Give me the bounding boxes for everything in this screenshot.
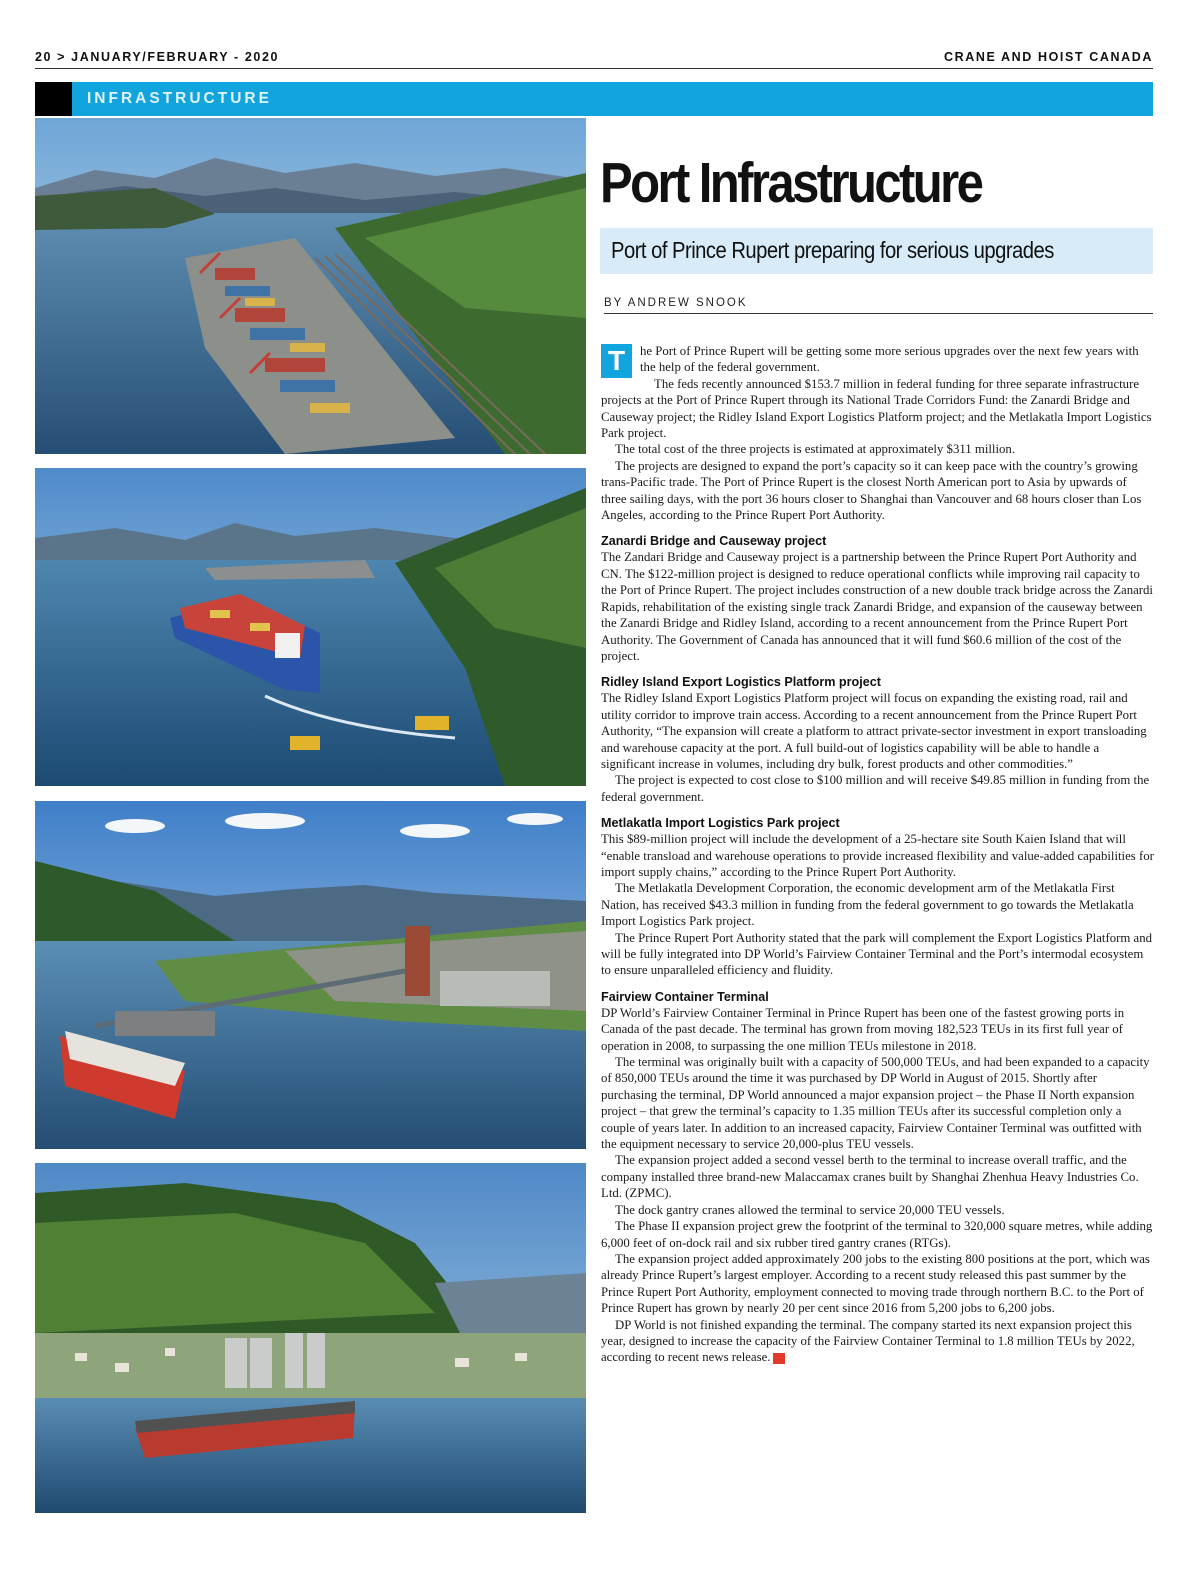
article-paragraph: The Phase II expansion project grew the footprint of the terminal to 320,000 square metres, while adding 6,000 feet of on-dock rail and six rubber tired gantry cranes (RTGs).: [601, 1219, 1153, 1250]
section-bar: [35, 82, 1153, 116]
section-heading-zanardi: Zanardi Bridge and Causeway project: [601, 534, 827, 549]
container-port-aerial-photo: [35, 118, 586, 454]
subtitle-box: [600, 228, 1153, 274]
article-paragraph: The projects are designed to expand the port’s capacity so it can keep pace with the country’s growing trans-Pacific trade. The Port of Prince Rupert is the closest North American port to Asia by upwards of three sailing days, with the port 36 hours closer to Shanghai than Vancouver and 68 hours closer than Los Angeles, according to the Prince Rupert Port Authority.: [601, 458, 1142, 523]
section-bar-block: [35, 82, 72, 116]
container-ship-with-tugboats-photo: [35, 468, 586, 786]
article-paragraph: The project is expected to cost close to $100 million and will receive $49.85 million in funding from the federal government.: [601, 773, 1150, 804]
drop-cap: T: [601, 344, 632, 378]
article-paragraph: The expansion project added a second vessel berth to the terminal to increase overall traffic, and the company installed three brand-new Malaccamax cranes built by Shanghai Zhenhua Heavy Industries Co. Ltd. (ZPMC).: [601, 1153, 1139, 1201]
article-paragraph: The Ridley Island Export Logistics Platform project will focus on expanding the existing road, rail and utility corridor to improve train access. According to a recent announcement from the Prince Rupert Port Authority, “The expansion will create a platform to attract private-sector investment in export transloading and warehouse capacity at the port. A full build-out of logistics capability will be able to handle a significant increase in volumes, including dry bulk, forest products and other commodities.”: [601, 691, 1147, 771]
article-paragraph: The Prince Rupert Port Authority stated that the park will complement the Export Logistics Platform and will be fully integrated into DP World’s Fairview Container Terminal and the Port’s intermodal ecosystem to ensure unparalleled efficiency and fluidity.: [601, 930, 1153, 978]
closing-text: DP World is not finished expanding the terminal. The company started its next expansion project this year, designed to increase the capacity of the Fairview Container Terminal to 1.8 million TEUs by 2022, according to recent news release.: [601, 1317, 1135, 1365]
article-byline: BY ANDREW SNOOK: [604, 297, 1153, 314]
article-body: [601, 343, 1154, 1366]
article-paragraph: This $89-million project will include the development of a 25-hectare site South Kaien Island that will “enable transload and warehouse operations to provide increased flexibility and value-added capabilities for import supply chains,” according to the Prince Rupert Port Authority.: [601, 832, 1154, 879]
article-closing-paragraph: [601, 1317, 1154, 1366]
article-lead: [601, 343, 1154, 376]
article-subtitle: Port of Prince Rupert preparing for serious upgrades: [611, 237, 1054, 263]
article-title: Port Infrastructure: [600, 151, 982, 215]
section-label: INFRASTRUCTURE: [87, 90, 272, 107]
end-mark-icon: CHC: [773, 1353, 785, 1364]
article-paragraph: The Metlakatla Development Corporation, the economic development arm of the Metlakatla First Nation, has received $43.3 million in funding from the federal government to go towards the Metlakatla Import Logistics Park project.: [601, 881, 1134, 929]
section-heading-metlakatla: Metlakatla Import Logistics Park project: [601, 816, 840, 831]
publication-name: CRANE AND HOIST CANADA: [943, 50, 1153, 64]
issue-folio: 20 > JANUARY/FEBRUARY - 2020: [35, 50, 280, 64]
bulk-terminal-with-cargo-ship-photo: [35, 801, 586, 1149]
section-heading-fairview: Fairview Container Terminal: [601, 989, 769, 1004]
page-header: [35, 50, 1153, 69]
article-paragraph: The feds recently announced $153.7 million in federal funding for three separate infrastructure projects at the Port of Prince Rupert through its National Trade Corridors Fund: the Zanardi Bridge and Causeway project; the Ridley Island Export Logistics Platform project; and the Metlakatla Import Logistics Park project.: [601, 376, 1152, 441]
article-paragraph: The dock gantry cranes allowed the terminal to service 20,000 TEU vessels.: [615, 1202, 1005, 1217]
article-paragraph: The expansion project added approximately 200 jobs to the existing 800 positions at the port, which was already Prince Rupert’s largest employer. According to a recent study released this past summer by the Prince Rupert Port Authority, employment connected to moving trade through northern B.C. to the Port of Prince Rupert has grown by nearly 20 per cent since 2016 from 5,200 jobs to 6,200 jobs.: [601, 1251, 1150, 1316]
article-paragraph: The Zandari Bridge and Causeway project is a partnership between the Prince Rupert Port Authority and CN. The $122-million project is designed to reduce operational conflicts while improving rail capacity to the Port of Prince Rupert. The project includes construction of a new double track bridge across the Zanardi Rapids, rehabilitation of the existing single track Zanardi Bridge, and expansion of the causeway between the Zanardi Bridge and Ridley Island, according to a recent announcement from the Prince Rupert Port Authority. The Government of Canada has announced that it will fund $60.6 million of the cost of the project.: [601, 550, 1153, 663]
article-paragraph: DP World’s Fairview Container Terminal in Prince Rupert has been one of the fastest growing ports in Canada of the past decade. The terminal has grown from moving 182,523 TEUs in its first full year of operation in 2008, to surpassing the one million TEUs milestone in 2018.: [601, 1005, 1125, 1053]
grain-terminal-waterfront-photo: [35, 1163, 586, 1513]
article-paragraph: The terminal was originally built with a capacity of 500,000 TEUs, and had been expanded to a capacity of 850,000 TEUs around the time it was purchased by DP World in August of 2015. Shortly after purchasing the terminal, DP World announced a major expansion project – the Phase II North expansion project – that grew the terminal’s capacity to 1.35 million TEUs after its successful completion only a couple of years later. In addition to an increased capacity, Fairview Container Terminal was outfitted with the equipment necessary to service 20,000-plus TEU vessels.: [601, 1055, 1150, 1152]
article-paragraph: The total cost of the three projects is estimated at approximately $311 million.: [615, 442, 1016, 457]
section-heading-ridley: Ridley Island Export Logistics Platform project: [601, 675, 881, 690]
article-paragraph: he Port of Prince Rupert will be getting some more serious upgrades over the next few years with the help of the federal government.: [640, 344, 1139, 375]
